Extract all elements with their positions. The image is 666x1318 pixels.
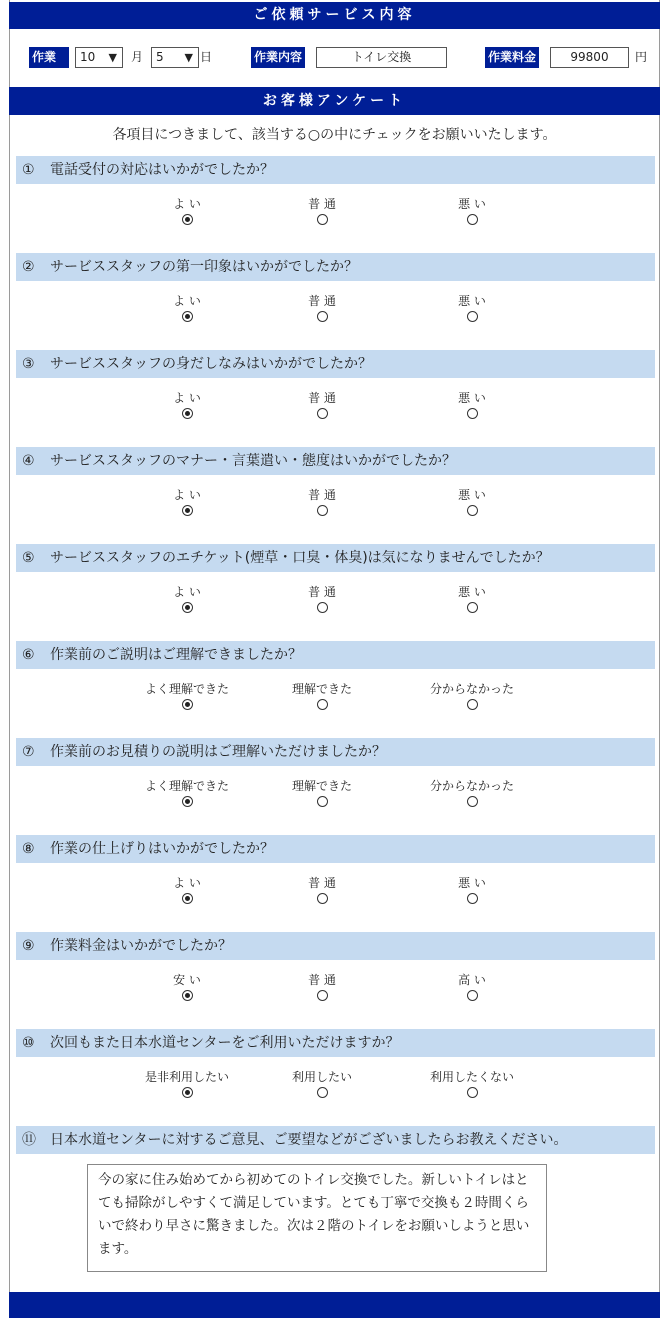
radio-option-label: よ い <box>173 197 201 211</box>
question-bar <box>16 641 655 669</box>
radio-option[interactable] <box>412 875 532 904</box>
survey-intro: 各項目につきまして、該当する○の中にチェックをお願いいたします。 <box>112 127 557 143</box>
radio-button[interactable] <box>182 1087 193 1098</box>
radio-option[interactable] <box>262 875 382 904</box>
radio-button[interactable] <box>182 796 193 807</box>
radio-option[interactable] <box>262 681 382 710</box>
fee-field[interactable]: 99800 <box>550 47 629 68</box>
radio-button[interactable] <box>182 893 193 904</box>
footer-bar <box>9 1292 660 1318</box>
radio-option-label: よ い <box>173 585 201 599</box>
question-number: ⑪ <box>22 1132 36 1148</box>
radio-button[interactable] <box>467 602 478 613</box>
content-field[interactable]: トイレ交換 <box>316 47 447 68</box>
radio-option[interactable] <box>127 778 247 807</box>
radio-option-label: 高 い <box>458 973 486 987</box>
radio-option-label: 悪 い <box>458 391 486 405</box>
radio-button[interactable] <box>317 505 328 516</box>
radio-option-label: 分からなかった <box>429 779 514 793</box>
radio-option[interactable] <box>127 875 247 904</box>
question-number: ② <box>22 259 35 275</box>
radio-option-label: 普 通 <box>308 294 336 308</box>
radio-option[interactable] <box>262 1069 382 1098</box>
radio-button[interactable] <box>317 408 328 419</box>
question-bar <box>16 447 655 475</box>
radio-option-label: 分からなかった <box>429 682 514 696</box>
radio-button[interactable] <box>182 699 193 710</box>
month-unit: 月 <box>131 50 144 64</box>
radio-option-label: 悪 い <box>458 488 486 502</box>
radio-button[interactable] <box>182 505 193 516</box>
radio-option-label: 普 通 <box>308 391 336 405</box>
radio-option-label: よく理解できた <box>144 779 229 793</box>
question-text: サービススタッフのエチケット(煙草・口臭・体臭)は気になりませんでしたか？ <box>50 550 550 566</box>
question-text: サービススタッフのマナー・言葉遣い・態度はいかがでしたか？ <box>50 453 456 469</box>
radio-option[interactable] <box>262 487 382 516</box>
radio-option-label: 安 い <box>173 973 201 987</box>
question-number: ⑦ <box>22 744 35 760</box>
question-bar <box>16 1029 655 1057</box>
radio-button[interactable] <box>467 699 478 710</box>
radio-option-label: よ い <box>173 294 201 308</box>
month-select[interactable] <box>75 47 123 68</box>
question-number: ③ <box>22 356 35 372</box>
radio-option[interactable] <box>262 196 382 225</box>
radio-option-label: 悪 い <box>458 294 486 308</box>
radio-option-label: 普 通 <box>308 876 336 890</box>
question-bar <box>16 738 655 766</box>
date-label: 作業日 <box>29 47 69 68</box>
comment-textarea[interactable]: 今の家に住み始めてから初めてのトイレ交換でした。新しいトイレはとても掃除がしやすくて満足しています。とても丁寧で交換も２時間くらいで終わり早さに驚きました。次は２階のトイレをお願いしようと思います。 <box>87 1164 547 1272</box>
fee-unit: 円 <box>635 50 648 64</box>
radio-button[interactable] <box>182 311 193 322</box>
chevron-down-icon: ▼ <box>108 51 117 64</box>
radio-option[interactable] <box>412 1069 532 1098</box>
radio-option[interactable] <box>412 584 532 613</box>
radio-button[interactable] <box>467 1087 478 1098</box>
radio-option[interactable] <box>262 972 382 1001</box>
question-text: 作業前のお見積りの説明はご理解いただけましたか？ <box>50 744 386 760</box>
radio-option-label: 普 通 <box>308 197 336 211</box>
question-text: 電話受付の対応はいかがでしたか？ <box>50 162 274 178</box>
question-number: ⑥ <box>22 647 35 663</box>
radio-button[interactable] <box>467 408 478 419</box>
radio-option[interactable] <box>127 293 247 322</box>
radio-option[interactable] <box>127 196 247 225</box>
radio-option-label: 利用したくない <box>429 1070 514 1084</box>
radio-button[interactable] <box>182 990 193 1001</box>
question-text: サービススタッフの第一印象はいかがでしたか？ <box>50 259 358 275</box>
chevron-down-icon: ▼ <box>184 51 193 64</box>
radio-option[interactable] <box>262 778 382 807</box>
radio-option[interactable] <box>127 390 247 419</box>
question-number: ① <box>22 162 35 178</box>
radio-option[interactable] <box>127 487 247 516</box>
radio-button[interactable] <box>317 602 328 613</box>
radio-button[interactable] <box>182 214 193 225</box>
survey-header: お客様アンケート <box>9 87 660 115</box>
radio-button[interactable] <box>317 990 328 1001</box>
radio-option[interactable] <box>412 196 532 225</box>
question-bar <box>16 932 655 960</box>
radio-option[interactable] <box>412 390 532 419</box>
day-unit: 日 <box>200 50 213 64</box>
radio-option-label: 利用したい <box>291 1070 352 1084</box>
day-select[interactable] <box>151 47 199 68</box>
radio-button[interactable] <box>467 505 478 516</box>
month-value: 10 <box>80 50 96 64</box>
radio-option[interactable] <box>127 681 247 710</box>
radio-button[interactable] <box>467 311 478 322</box>
radio-option-label: 普 通 <box>308 585 336 599</box>
radio-option-label: 是非利用したい <box>144 1070 229 1084</box>
radio-option-label: 悪 い <box>458 197 486 211</box>
radio-button[interactable] <box>317 1087 328 1098</box>
radio-option-label: よく理解できた <box>144 682 229 696</box>
radio-option-label: 悪 い <box>458 585 486 599</box>
service-header: ご依頼サービス内容 <box>9 2 660 29</box>
question-text: 次回もまた日本水道センターをご利用いただけますか？ <box>50 1035 400 1051</box>
day-value: 5 <box>156 50 164 64</box>
radio-option-label: 悪 い <box>458 876 486 890</box>
radio-button[interactable] <box>317 699 328 710</box>
radio-option-label: 理解できた <box>291 682 352 696</box>
radio-button[interactable] <box>317 796 328 807</box>
radio-button[interactable] <box>317 214 328 225</box>
radio-option[interactable] <box>262 584 382 613</box>
radio-option-label: 普 通 <box>308 973 336 987</box>
question-number: ⑩ <box>22 1035 35 1051</box>
radio-option-label: よ い <box>173 391 201 405</box>
radio-button[interactable] <box>182 602 193 613</box>
question-bar <box>16 253 655 281</box>
radio-option[interactable] <box>412 487 532 516</box>
question-text: 日本水道センターに対するご意見、ご要望などがございましたらお教えください。 <box>50 1132 568 1148</box>
radio-option[interactable] <box>412 293 532 322</box>
question-number: ④ <box>22 453 35 469</box>
question-text: 作業前のご説明はご理解できましたか？ <box>50 647 302 663</box>
radio-option[interactable] <box>412 972 532 1001</box>
radio-option-label: よ い <box>173 488 201 502</box>
radio-button[interactable] <box>467 990 478 1001</box>
question-bar <box>16 544 655 572</box>
radio-button[interactable] <box>317 311 328 322</box>
service-row <box>0 46 666 85</box>
content-label: 作業内容 <box>251 47 305 68</box>
radio-option[interactable] <box>127 972 247 1001</box>
question-bar <box>16 1126 655 1154</box>
radio-option-label: 普 通 <box>308 488 336 502</box>
fee-label: 作業料金 <box>485 47 539 68</box>
radio-option[interactable] <box>262 390 382 419</box>
radio-option[interactable] <box>127 1069 247 1098</box>
question-text: 作業の仕上げりはいかがでしたか？ <box>50 841 274 857</box>
radio-option-label: 理解できた <box>291 779 352 793</box>
question-number: ⑧ <box>22 841 35 857</box>
radio-option[interactable] <box>412 681 532 710</box>
radio-button[interactable] <box>317 893 328 904</box>
question-text: サービススタッフの身だしなみはいかがでしたか？ <box>50 356 372 372</box>
radio-option[interactable] <box>127 584 247 613</box>
question-bar <box>16 835 655 863</box>
radio-option[interactable] <box>412 778 532 807</box>
question-bar <box>16 350 655 378</box>
question-bar <box>16 156 655 184</box>
radio-option-label: よ い <box>173 876 201 890</box>
question-number: ⑤ <box>22 550 35 566</box>
radio-button[interactable] <box>467 893 478 904</box>
radio-button[interactable] <box>467 796 478 807</box>
question-number: ⑨ <box>22 938 35 954</box>
radio-button[interactable] <box>467 214 478 225</box>
radio-option[interactable] <box>262 293 382 322</box>
question-text: 作業料金はいかがでしたか？ <box>50 938 232 954</box>
radio-button[interactable] <box>182 408 193 419</box>
